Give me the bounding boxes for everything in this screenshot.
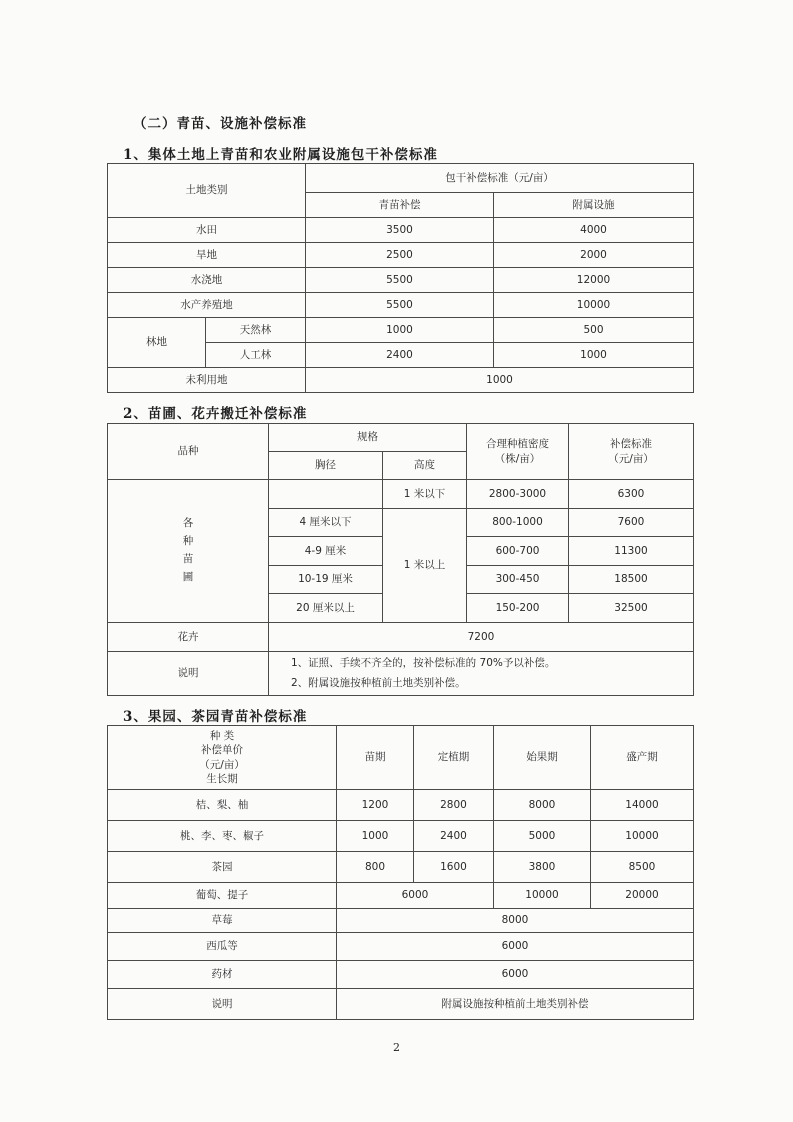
table3-cell-value: 6000 (337, 933, 694, 961)
table1-cell-name: 水浇地 (108, 268, 306, 293)
page-number: 2 (393, 1041, 400, 1054)
table2-cell-diameter: 20 厘米以上 (269, 594, 383, 623)
table2-cell-diameter: 4-9 厘米 (269, 537, 383, 566)
table2-cell-flower-value: 7200 (269, 623, 694, 652)
table1-cell-crop: 5500 (306, 293, 494, 318)
table3-cell-value: 2400 (414, 821, 494, 852)
table3-header-first-fruit: 始果期 (494, 726, 591, 790)
table3-cell-value: 3800 (494, 852, 591, 883)
table1-cell-name: 天然林 (206, 318, 306, 343)
table1-cell-name: 旱地 (108, 243, 306, 268)
table1-cell-crop: 3500 (306, 218, 494, 243)
table2-cell-flower: 花卉 (108, 623, 269, 652)
table3-corner-line: （元/亩） (199, 758, 245, 771)
table3-corner-line: 补偿单价 (201, 744, 243, 757)
table2-note-line: 1、证照、手续不齐全的，按补偿标准的 70%予以补偿。 (291, 657, 556, 670)
table2-cell-compensation: 7600 (569, 509, 694, 537)
table1-cell-unused: 未利用地 (108, 368, 306, 393)
table2-cell-compensation: 11300 (569, 537, 694, 566)
table3-cell-value: 6000 (337, 883, 494, 909)
table1-cell-crop: 2500 (306, 243, 494, 268)
table2-cell-density: 300-450 (467, 566, 569, 594)
table1-cell-facility: 1000 (494, 343, 694, 368)
table2-header-compensation-line2: （元/亩） (608, 452, 654, 465)
table1-cell-facility: 12000 (494, 268, 694, 293)
table3-cell-value: 1000 (337, 821, 414, 852)
table3-cell-value: 2800 (414, 790, 494, 821)
table3-cell-value: 10000 (591, 821, 694, 852)
table2-cell-compensation: 32500 (569, 594, 694, 623)
table3-title: 3、果园、茶园青苗补偿标准 (123, 709, 308, 725)
table2-nursery-char: 苗 (182, 553, 194, 565)
table2-cell-diameter (269, 480, 383, 509)
table2-note-line: 2、附属设施按种植前土地类别补偿。 (291, 676, 466, 689)
table1-header-standard: 包干补偿标准（元/亩） (306, 164, 694, 193)
table3-header-corner (108, 726, 337, 790)
table1-header-facility: 附属设施 (494, 193, 694, 218)
table2-cell-density: 2800-3000 (467, 480, 569, 509)
table3-cell-name: 葡萄、提子 (108, 883, 337, 909)
table1-header-crop: 青苗补偿 (306, 193, 494, 218)
table3-cell-value: 14000 (591, 790, 694, 821)
table3-cell-note-label: 说明 (108, 989, 337, 1020)
table3-cell-value: 8000 (494, 790, 591, 821)
table2-cell-height-below: 1 米以下 (383, 480, 467, 509)
table3-cell-value: 8500 (591, 852, 694, 883)
table1-cell-crop: 1000 (306, 318, 494, 343)
table2-cell-compensation: 6300 (569, 480, 694, 509)
table1-cell-unused-value: 1000 (306, 368, 694, 393)
table1-cell-crop: 2400 (306, 343, 494, 368)
table2-header-density-line2: （株/亩） (494, 452, 541, 465)
table3-orchard-compensation (107, 725, 694, 1020)
table1-cell-forest: 林地 (108, 318, 206, 368)
table1-title: 1、集体土地上青苗和农业附属设施包干补偿标准 (123, 147, 438, 163)
table2-cell-diameter: 4 厘米以下 (269, 509, 383, 537)
table2-header-compensation (569, 424, 694, 480)
table1-cell-facility: 4000 (494, 218, 694, 243)
table2-header-density-line1: 合理种植密度 (486, 438, 549, 451)
table3-header-planting: 定植期 (414, 726, 494, 790)
table1-land-compensation (107, 163, 694, 393)
table2-cell-height-above: 1 米以上 (383, 509, 467, 623)
table3-cell-name: 桃、李、枣、椒子 (108, 821, 337, 852)
table2-header-height: 高度 (383, 452, 467, 480)
table1-cell-facility: 500 (494, 318, 694, 343)
table2-nursery-char: 种 (182, 535, 194, 548)
table3-cell-value: 1600 (414, 852, 494, 883)
table1-cell-facility: 2000 (494, 243, 694, 268)
table1-cell-name: 水产养殖地 (108, 293, 306, 318)
table3-cell-name: 药材 (108, 961, 337, 989)
table2-cell-density: 150-200 (467, 594, 569, 623)
table2-cell-notes (269, 652, 694, 696)
table2-cell-density: 600-700 (467, 537, 569, 566)
table2-cell-compensation: 18500 (569, 566, 694, 594)
table3-cell-value: 20000 (591, 883, 694, 909)
table2-header-variety: 品种 (108, 424, 269, 480)
table3-cell-value: 800 (337, 852, 414, 883)
table3-cell-value: 8000 (337, 909, 694, 933)
table2-nursery-char: 圃 (182, 570, 194, 583)
table3-cell-value: 6000 (337, 961, 694, 989)
table1-cell-crop: 5500 (306, 268, 494, 293)
table2-header-diameter: 胸径 (269, 452, 383, 480)
table3-cell-name: 草莓 (108, 909, 337, 933)
table2-cell-diameter: 10-19 厘米 (269, 566, 383, 594)
table3-cell-name: 西瓜等 (108, 933, 337, 961)
table3-cell-name: 茶园 (108, 852, 337, 883)
table3-cell-value: 1200 (337, 790, 414, 821)
table2-nursery-char: 各 (182, 517, 194, 530)
table3-cell-value: 5000 (494, 821, 591, 852)
table2-nursery-compensation (107, 423, 694, 696)
table2-header-spec: 规格 (269, 424, 467, 452)
table1-cell-name: 水田 (108, 218, 306, 243)
table2-cell-note-label: 说明 (108, 652, 269, 696)
table3-corner-line: 生长期 (206, 772, 238, 785)
section-title: （二）青苗、设施补偿标准 (133, 116, 307, 132)
table3-cell-value: 10000 (494, 883, 591, 909)
table1-header-land: 土地类别 (108, 164, 306, 218)
table2-title: 2、苗圃、花卉搬迁补偿标准 (123, 406, 308, 422)
table3-corner-line: 种 类 (209, 730, 235, 743)
table3-cell-note: 附属设施按种植前土地类别补偿 (337, 989, 694, 1020)
table1-cell-facility: 10000 (494, 293, 694, 318)
table3-cell-name: 桔、梨、柚 (108, 790, 337, 821)
table2-cell-nursery (108, 480, 269, 623)
table2-header-density (467, 424, 569, 480)
table1-cell-name: 人工林 (206, 343, 306, 368)
table2-header-compensation-line1: 补偿标准 (610, 438, 652, 451)
table3-header-peak: 盛产期 (591, 726, 694, 790)
table2-cell-density: 800-1000 (467, 509, 569, 537)
table3-header-seedling: 苗期 (337, 726, 414, 790)
